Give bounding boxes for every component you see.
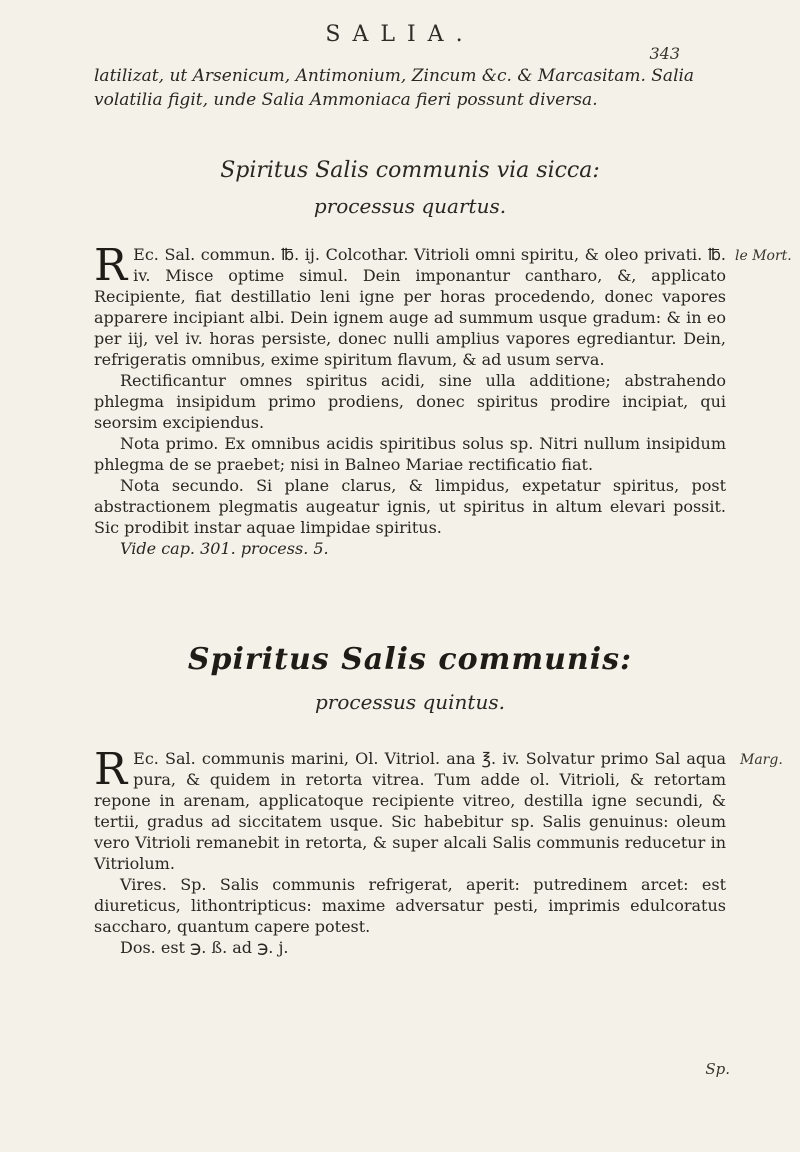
section4-paragraph-3: Nota primo. Ex omnibus acidis spiritibus solus sp. Nitri nullum insipidum phlegma de se praebet; nisi in Balneo Mariae rectificatio fiat. bbox=[94, 434, 726, 474]
section4-paragraph-2: Rectificantur omnes spiritus acidi, sine ulla additione; abstrahendo phlegma insipidum primo prodiens, donec spiritus prodire incipiat, qui seorsim excipiendus. bbox=[94, 371, 726, 432]
dropcap-r: R bbox=[94, 240, 128, 291]
catchword: Sp. bbox=[705, 1060, 730, 1078]
section4-title: Spiritus Salis communis via sicca: bbox=[220, 158, 600, 183]
section5-recipe bbox=[94, 744, 726, 874]
section4-recipe bbox=[94, 240, 726, 370]
dropcap-r-2: R bbox=[94, 744, 128, 795]
page-number: 343 bbox=[649, 44, 680, 63]
margin-note-marg: Marg. bbox=[740, 752, 783, 768]
section5-title: Spiritus Salis communis: bbox=[187, 642, 633, 677]
margin-note-le-mort: le Mort. bbox=[735, 248, 792, 264]
section5-dose: Dos. est ℈. ß. ad ℈. j. bbox=[120, 938, 289, 957]
intro-text: latilizat, ut Arsenicum, Antimonium, Zincum &c. & Marcasitam. Salia volatilia figit, unde Salia Ammoniaca fieri possunt diversa. bbox=[94, 66, 695, 110]
recipe-text-2: Ec. Sal. communis marini, Ol. Vitriol. ana ℥. iv. Solvatur primo Sal aqua pura, & quidem in retorta vitrea. Tum adde ol. Vitrioli, & retortam repone in arenam, applicatoque recipiente vitreo, destilla igne secundi, & tertii, gradus ad siccitatem usque. Sic habebitur sp. Salis genuinus: oleum vero Vitrioli remanebit in retorta, & super alcali Salis communis reducetur in Vitriolum. bbox=[94, 749, 726, 873]
section5-vires: Vires. Sp. Salis communis refrigerat, aperit: putredinem arcet: est diureticus, lithontripticus: maxime adversatur pesti, imprimis edulcoratus saccharo, quantum capere potest. bbox=[94, 875, 726, 936]
section4-paragraph-4: Nota secundo. Si plane clarus, & limpidus, expetatur spiritus, post abstractionem plegmatis augeatur ignis, ut spiritus in altum elevari possit. Sic prodibit instar aquae limpidae spiritus. bbox=[94, 476, 726, 537]
section4-body bbox=[94, 240, 726, 559]
section4-subtitle: processus quartus. bbox=[313, 194, 507, 218]
section5-subtitle: processus quintus. bbox=[315, 690, 505, 714]
section4-cross-reference: Vide cap. 301. process. 5. bbox=[120, 539, 329, 558]
section5-body bbox=[94, 744, 726, 958]
recipe-text: Ec. Sal. commun. ℔. ij. Colcothar. Vitrioli omni spiritu, & oleo privati. ℔. iv. Misce optime simul. Dein imponantur cantharo, &, applicato Recipiente, fiat destillatio leni igne per horas procedendo, donec vapores apparere incipiant albi. Dein ignem auge ad summum usque gradum: & in eo per iij, vel iv. horas persiste, donec nulli amplius vapores egrediantur. Dein, refrigeratis omnibus, exime spiritum flavum, & ad usum serva. bbox=[94, 245, 726, 369]
running-head: SALIA. bbox=[325, 22, 475, 47]
